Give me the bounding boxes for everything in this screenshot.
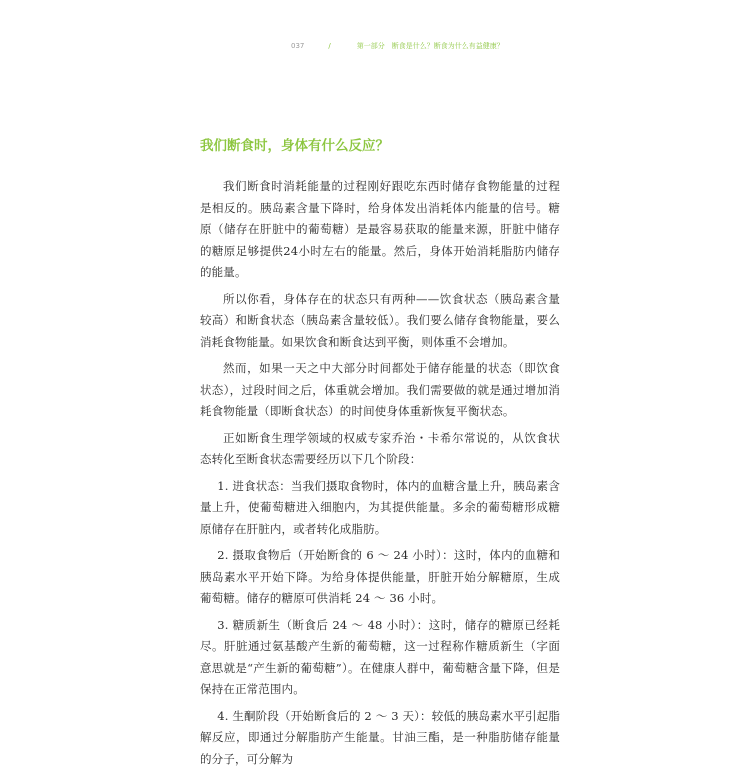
list-item: 4. 生酮阶段（开始断食后的 2 ～ 3 天）：较低的胰岛素水平引起脂解反应，即通过分解脂肪产生能量。甘油三酯，是一种脂肪储存能量的分子，可分解为	[200, 708, 560, 766]
running-header	[291, 41, 504, 51]
list-item: 1. 进食状态：当我们摄取食物时，体内的血糖含量上升，胰岛素含量上升，使葡萄糖进入细胞内，为其提供能量。多余的葡萄糖形成糖原储存在肝脏内，或者转化成脂肪。	[200, 478, 560, 536]
header-separator: /	[328, 42, 331, 50]
paragraph: 正如断食生理学领域的权威专家乔治・卡希尔常说的，从饮食状态转化至断食状态需要经历以下几个阶段：	[200, 430, 560, 466]
section-title: 我们断食时，身体有什么反应？	[200, 138, 389, 154]
paragraph: 然而，如果一天之中大部分时间都处于储存能量的状态（即饮食状态），过段时间之后，体重就会增加。我们需要做的就是通过增加消耗食物能量（即断食状态）的时间使身体重新恢复平衡状态。	[200, 361, 560, 418]
chapter-title: 第一部分 断食是什么？断食为什么有益健康？	[356, 42, 504, 50]
body-text	[200, 176, 560, 775]
paragraph: 所以你看，身体存在的状态只有两种——饮食状态（胰岛素含量较高）和断食状态（胰岛素含量较低）。我们要么储存食物能量，要么消耗食物能量。如果饮食和断食达到平衡，则体重不会增加。	[200, 291, 560, 349]
paragraph: 我们断食时消耗能量的过程刚好跟吃东西时储存食物能量的过程是相反的。胰岛素含量下降时，给身体发出消耗体内能量的信号。糖原（储存在肝脏中的葡萄糖）是最容易获取的能量来源，肝脏中储存的糖原足够提供24小时左右的能量。然后，身体开始消耗脂肪内储存的能量。	[200, 179, 560, 279]
page-number: 037	[291, 42, 305, 50]
list-item: 3. 糖质新生（断食后 24 ～ 48 小时）：这时，储存的糖原已经耗尽。肝脏通过氨基酸产生新的葡萄糖，这一过程称作糖质新生（字面意思就是“产生新的葡萄糖”）。在健康人群中，葡萄糖含量下降，但是保持在正常范围内。	[200, 617, 560, 696]
list-item: 2. 摄取食物后（开始断食的 6 ～ 24 小时）：这时，体内的血糖和胰岛素水平开始下降。为给身体提供能量，肝脏开始分解糖原，生成葡萄糖。储存的糖原可供消耗 24 ～ 36 小时。	[200, 548, 560, 605]
